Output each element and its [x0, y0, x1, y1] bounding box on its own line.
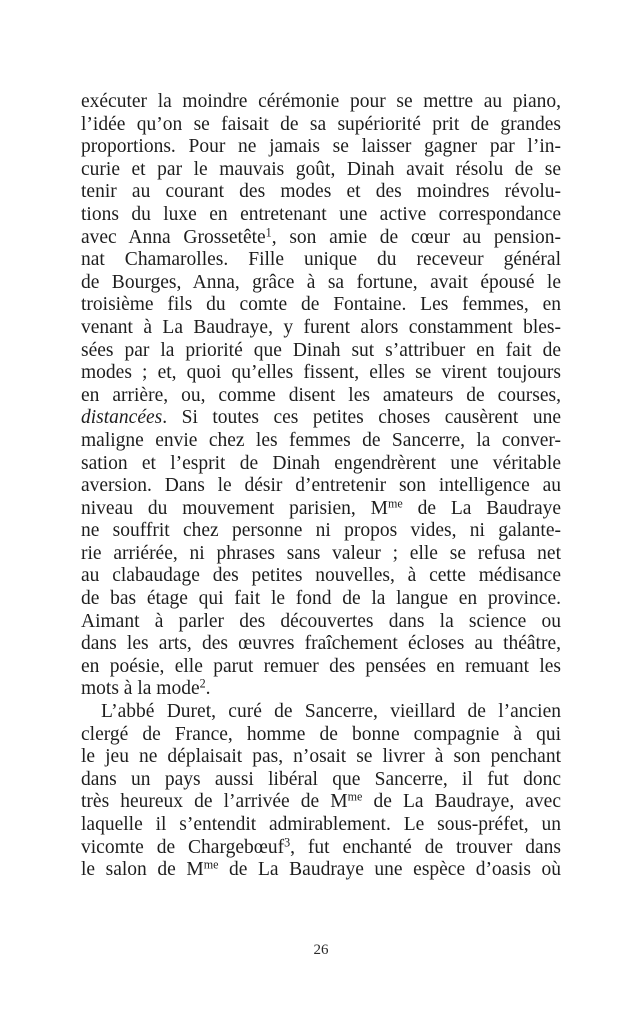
text-line — [81, 453, 561, 476]
text-line — [81, 834, 561, 860]
text-segment: de La Baudraye une espèce d’oasis où — [218, 859, 562, 881]
text-segment: le jeu ne déplaisait pas, n’osait se livrer à son penchant — [81, 746, 561, 768]
text-line — [81, 181, 561, 204]
superscript: 2 — [199, 676, 206, 691]
text-segment: clergé de France, homme de bonne compagnie à qui — [81, 723, 561, 745]
superscript: me — [203, 857, 219, 872]
page-number: 26 — [313, 942, 329, 958]
text-line — [81, 791, 561, 814]
text-line — [81, 724, 561, 747]
text-line — [81, 340, 561, 363]
text-line — [81, 407, 561, 430]
text-line — [81, 520, 561, 543]
text-segment: en poésie, elle parut remuer des pensées en remuant les — [81, 655, 561, 677]
text-segment: aversion. Dans le désir d’entretenir son intelligence au — [81, 475, 561, 497]
text-segment: le salon de M — [81, 859, 204, 881]
text-line — [81, 588, 561, 611]
text-segment: l’idée qu’on se faisait de sa supériorité prit de grandes — [81, 113, 561, 135]
superscript: me — [387, 496, 403, 511]
superscript: 3 — [284, 834, 291, 849]
text-segment: exécuter la moindre cérémonie pour se mettre au piano, — [81, 91, 561, 112]
text-segment: vicomte de Chargebœuf — [81, 836, 285, 858]
text-line — [81, 272, 561, 295]
text-segment: . Si toutes ces petites choses causèrent une — [162, 407, 561, 429]
text-segment: proportions. Pour ne jamais se laisser gagner par l’in- — [81, 136, 561, 158]
text-line — [81, 385, 561, 408]
text-line — [81, 91, 561, 114]
text-line — [81, 656, 561, 679]
text-segment: mots à la mode — [81, 678, 200, 700]
text-line — [81, 114, 561, 137]
text-line — [81, 136, 561, 159]
text-line — [81, 746, 561, 769]
text-segment: . — [205, 678, 211, 700]
text-segment: , fut enchanté de trouver dans — [290, 836, 561, 858]
text-segment: de Bourges, Anna, grâce à sa fortune, avait épousé le — [81, 271, 561, 293]
text-line — [81, 362, 561, 385]
text-segment: venant à La Baudraye, y furent alors constamment bles- — [81, 316, 561, 338]
text-line — [81, 633, 561, 656]
text-segment: , son amie de cœur au pension- — [271, 226, 561, 248]
text-line — [81, 814, 561, 837]
text-line — [81, 678, 561, 701]
text-segment: dans un pays aussi libéral que Sancerre, il fut donc — [81, 768, 561, 790]
text-line — [81, 317, 561, 340]
text-segment: curie et par le mauvais goût, Dinah avait résolu de se — [81, 158, 561, 180]
text-segment: Aimant à parler des découvertes dans la science ou — [81, 610, 561, 632]
text-segment: tenir au courant des modes et des moindres révolu- — [81, 181, 561, 203]
text-line — [81, 769, 561, 792]
text-segment: très heureux de l’arrivée de M — [81, 791, 348, 813]
text-segment: laquelle il s’entendit admirablement. Le sous-préfet, un — [81, 814, 561, 835]
text-segment: troisième fils du comte de Fontaine. Les femmes, en — [81, 294, 561, 316]
text-segment: L’abbé Duret, curé de Sancerre, vieillard de l’ancien — [101, 701, 561, 723]
text-segment: rie arriérée, ni phrases sans valeur ; elle se refusa net — [81, 542, 561, 564]
text-line — [81, 294, 561, 317]
text-line — [81, 204, 561, 227]
text-line — [81, 859, 561, 882]
superscript: 1 — [265, 224, 272, 239]
text-segment: de La Baudraye, avec — [362, 791, 561, 813]
text-line — [81, 224, 561, 250]
text-line — [81, 611, 561, 634]
body-text — [81, 91, 561, 882]
text-line — [81, 543, 561, 566]
superscript: me — [347, 789, 363, 804]
text-segment: de bas étage qui fait le fond de la langue en province. — [81, 588, 561, 610]
text-line — [81, 565, 561, 588]
text-segment: en arrière, ou, comme disent les amateurs de courses, — [81, 384, 561, 406]
text-segment: avec Anna Grossetête — [81, 226, 266, 248]
text-segment: au clabaudage des petites nouvelles, à cette médisance — [81, 565, 561, 587]
text-line — [81, 498, 561, 521]
text-line — [81, 430, 561, 453]
text-segment: ne souffrit chez personne ni propos vides, ni galante- — [81, 520, 561, 542]
text-segment: modes ; et, quoi qu’elles fissent, elles se virent toujours — [81, 362, 561, 384]
text-line — [81, 159, 561, 182]
text-segment: sées par la priorité que Dinah sut s’attribuer en fait de — [81, 339, 561, 361]
text-segment: niveau du mouvement parisien, M — [81, 497, 388, 519]
text-segment: tions du luxe en entretenant une active correspondance — [81, 203, 561, 225]
italic-text: distancées — [81, 407, 163, 429]
text-line — [81, 701, 561, 724]
text-line — [81, 475, 561, 498]
text-line — [81, 249, 561, 272]
text-segment: dans les arts, des œuvres fraîchement écloses au théâtre, — [81, 633, 561, 655]
text-segment: de La Baudraye — [402, 497, 562, 519]
text-segment: nat Chamarolles. Fille unique du receveur général — [81, 249, 561, 271]
text-segment: sation et l’esprit de Dinah engendrèrent une véritable — [81, 452, 561, 474]
text-segment: maligne envie chez les femmes de Sancerre, la conver- — [81, 429, 561, 451]
